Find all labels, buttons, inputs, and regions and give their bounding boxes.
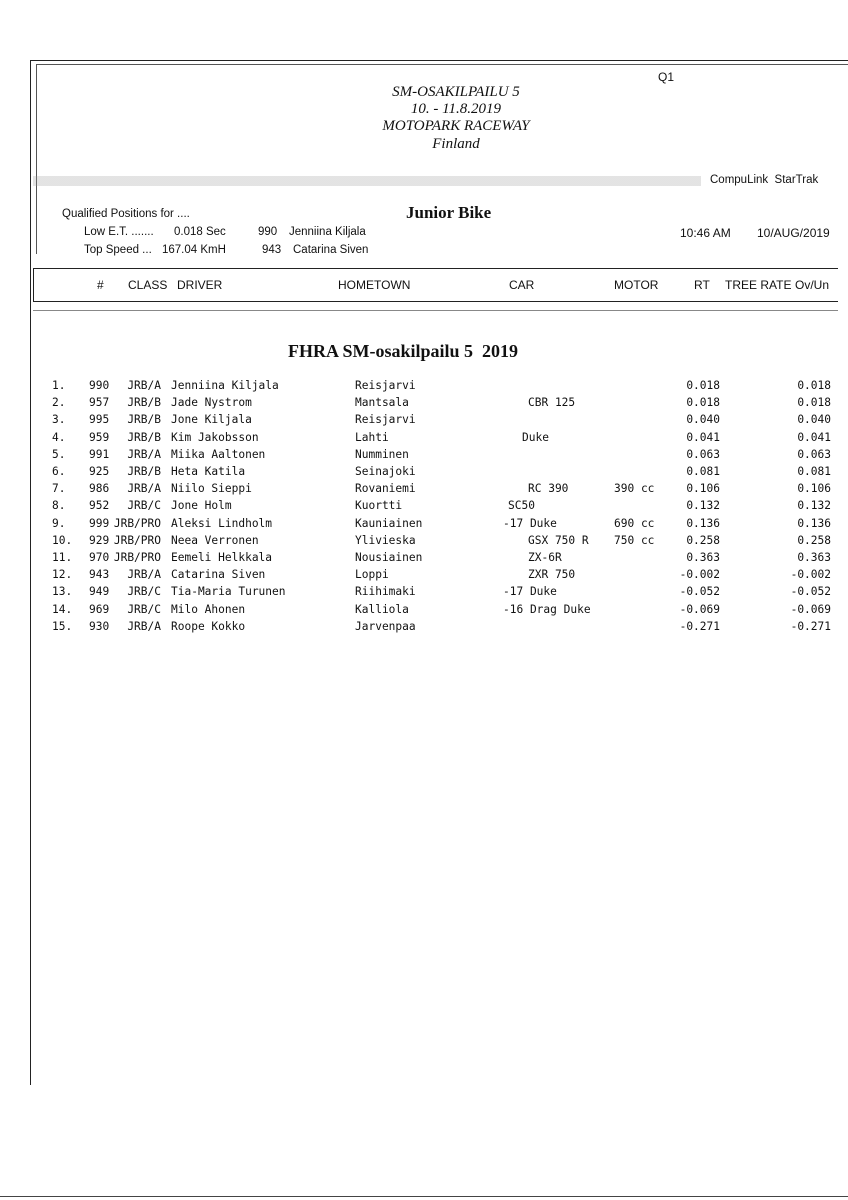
row-number: 990 (89, 379, 110, 392)
col-tree-rate: TREE RATE (725, 278, 792, 292)
row-car: ZXR 750 (528, 568, 576, 582)
row-position: 4. (52, 430, 66, 444)
row-position: 6. (52, 465, 66, 478)
row-ov-un: 0.081 (797, 465, 831, 478)
row-ov-un: 0.041 (797, 430, 831, 444)
venue: MOTOPARK RACEWAY (382, 118, 530, 134)
row-class: JRB/A (127, 447, 161, 461)
row-position: 11. (52, 551, 73, 564)
row-ov-un: -0.271 (790, 619, 831, 633)
event-dates: 10. - 11.8.2019 (410, 101, 502, 117)
row-position: 14. (52, 602, 73, 616)
table-row (0, 465, 848, 482)
header-divider-top (33, 268, 838, 269)
row-position: 2. (52, 396, 66, 410)
table-row (0, 413, 848, 430)
row-ov-un: 0.363 (797, 551, 831, 564)
row-position: 7. (52, 482, 66, 496)
row-class: JRB/B (127, 430, 161, 444)
class-name: Junior Bike (406, 203, 492, 222)
row-car: -16 Drag Duke (503, 602, 591, 616)
row-number: 959 (89, 430, 110, 444)
row-hometown: Rovaniemi (355, 482, 416, 496)
row-rt: -0.069 (679, 602, 720, 616)
row-hometown: Reisjarvi (355, 413, 416, 427)
event-title: SM-OSAKILPAILU 5 (392, 84, 520, 100)
top-speed-value: 167.04 KmH (162, 244, 226, 256)
row-hometown: Numminen (355, 447, 409, 461)
table-row (0, 603, 848, 620)
row-driver: Roope Kokko (171, 619, 246, 633)
row-car: CBR 125 (528, 396, 576, 410)
row-position: 10. (52, 533, 73, 547)
row-number: 970 (89, 551, 110, 564)
country: Finland (432, 136, 480, 152)
row-ov-un: 0.040 (797, 413, 831, 427)
row-driver: Tia-Maria Turunen (171, 585, 286, 599)
row-class: JRB/B (127, 396, 161, 410)
row-class: JRB/PRO (113, 533, 161, 547)
low-et-number: 990 (258, 226, 278, 238)
col-hometown: HOMETOWN (338, 278, 411, 292)
col-ov-un: Ov/Un (795, 278, 830, 292)
table-row (0, 482, 848, 499)
row-rt: 0.132 (686, 499, 720, 513)
row-number: 929 (89, 533, 110, 547)
row-rt: 0.040 (686, 413, 720, 427)
row-hometown: Seinajoki (355, 465, 416, 478)
bottom-border (0, 1196, 848, 1197)
row-position: 13. (52, 585, 73, 599)
row-driver: Niilo Sieppi (171, 482, 252, 496)
row-rt: 0.258 (686, 533, 720, 547)
row-number: 930 (89, 619, 110, 633)
row-car: GSX 750 R (528, 533, 589, 547)
row-number: 969 (89, 602, 110, 616)
row-car: SC50 (508, 499, 535, 513)
row-rt: 0.063 (686, 447, 720, 461)
row-car: RC 390 (528, 482, 569, 496)
row-ov-un: 0.136 (797, 516, 831, 530)
row-number: 949 (89, 585, 110, 599)
low-et-label: Low E.T. ....... (84, 226, 154, 238)
row-driver: Miika Aaltonen (171, 447, 266, 461)
row-rt: 0.018 (686, 396, 720, 410)
header-left-rule (33, 268, 34, 302)
col-driver: DRIVER (177, 278, 223, 292)
row-car: -17 Duke (503, 516, 557, 530)
table-row (0, 517, 848, 534)
row-number: 999 (89, 516, 110, 530)
row-ov-un: 0.258 (797, 533, 831, 547)
row-hometown: Reisjarvi (355, 379, 416, 392)
row-car: -17 Duke (503, 585, 557, 599)
row-ov-un: -0.069 (790, 602, 831, 616)
row-class: JRB/C (127, 602, 161, 616)
row-ov-un: 0.063 (797, 447, 831, 461)
row-hometown: Kauniainen (355, 516, 423, 530)
col-class: CLASS (128, 278, 168, 292)
table-row (0, 534, 848, 551)
row-number: 986 (89, 482, 110, 496)
row-class: JRB/A (127, 482, 161, 496)
row-car: ZX-6R (528, 551, 562, 564)
table-row (0, 396, 848, 413)
row-driver: Jenniina Kiljala (171, 379, 279, 392)
col-num: # (97, 278, 104, 292)
row-driver: Jade Nystrom (171, 396, 252, 410)
row-driver: Eemeli Helkkala (171, 551, 273, 564)
row-driver: Neea Verronen (171, 533, 259, 547)
row-class: JRB/B (127, 413, 161, 427)
row-position: 9. (52, 516, 66, 530)
row-class: JRB/A (127, 568, 161, 582)
table-row (0, 620, 848, 637)
row-hometown: Kalliola (355, 602, 409, 616)
col-rt: RT (694, 278, 710, 292)
row-rt: 0.018 (686, 379, 720, 392)
row-driver: Aleksi Lindholm (171, 516, 273, 530)
row-car: Duke (522, 430, 549, 444)
section-divider (33, 310, 838, 311)
row-driver: Catarina Siven (171, 568, 266, 582)
row-hometown: Lahti (355, 430, 389, 444)
top-speed-driver: Catarina Siven (293, 244, 369, 256)
row-rt: -0.002 (679, 568, 720, 582)
row-hometown: Kuortti (355, 499, 403, 513)
table-row (0, 585, 848, 602)
row-class: JRB/A (127, 379, 161, 392)
row-ov-un: -0.002 (790, 568, 831, 582)
row-motor: 390 cc (614, 482, 655, 496)
row-rt: -0.052 (679, 585, 720, 599)
row-hometown: Mantsala (355, 396, 409, 410)
system-name: CompuLink StarTrak (710, 174, 819, 186)
low-et-value: 0.018 Sec (174, 226, 226, 238)
col-motor: MOTOR (614, 278, 659, 292)
row-motor: 690 cc (614, 516, 655, 530)
row-position: 8. (52, 499, 66, 513)
row-rt: 0.106 (686, 482, 720, 496)
row-hometown: Nousiainen (355, 551, 423, 564)
low-et-driver: Jenniina Kiljala (289, 226, 366, 238)
row-position: 3. (52, 413, 66, 427)
row-ov-un: -0.052 (790, 585, 831, 599)
row-ov-un: 0.018 (797, 396, 831, 410)
row-number: 957 (89, 396, 110, 410)
row-driver: Jone Kiljala (171, 413, 252, 427)
top-speed-number: 943 (262, 244, 282, 256)
row-rt: 0.041 (686, 430, 720, 444)
row-rt: 0.081 (686, 465, 720, 478)
row-class: JRB/PRO (113, 516, 161, 530)
row-class: JRB/A (127, 619, 161, 633)
row-position: 5. (52, 447, 66, 461)
row-driver: Jone Holm (171, 499, 232, 513)
section-title: FHRA SM-osakilpailu 5 2019 (288, 341, 519, 361)
top-speed-label: Top Speed ... (84, 244, 152, 256)
row-hometown: Jarvenpaa (355, 619, 416, 633)
row-class: JRB/C (127, 499, 161, 513)
row-position: 15. (52, 619, 73, 633)
row-number: 943 (89, 568, 110, 582)
row-motor: 750 cc (614, 533, 655, 547)
table-row (0, 448, 848, 465)
row-number: 995 (89, 413, 110, 427)
table-row (0, 551, 848, 568)
page-id: Q1 (658, 70, 675, 84)
top-border-inner (36, 64, 848, 65)
table-row (0, 431, 848, 448)
table-row (0, 568, 848, 585)
row-driver: Heta Katila (171, 465, 246, 478)
row-driver: Milo Ahonen (171, 602, 246, 616)
row-rt: 0.363 (686, 551, 720, 564)
col-car: CAR (509, 278, 535, 292)
row-class: JRB/PRO (113, 551, 161, 564)
row-driver: Kim Jakobsson (171, 430, 259, 444)
row-ov-un: 0.106 (797, 482, 831, 496)
top-border (30, 60, 848, 61)
table-row (0, 499, 848, 516)
row-hometown: Ylivieska (355, 533, 416, 547)
row-position: 12. (52, 568, 73, 582)
row-rt: 0.136 (686, 516, 720, 530)
row-hometown: Loppi (355, 568, 389, 582)
row-number: 952 (89, 499, 110, 513)
row-ov-un: 0.132 (797, 499, 831, 513)
row-rt: -0.271 (679, 619, 720, 633)
report-date: 10/AUG/2019 (757, 226, 830, 240)
dotted-band (33, 176, 701, 186)
row-number: 925 (89, 465, 110, 478)
table-row (0, 379, 848, 396)
row-class: JRB/C (127, 585, 161, 599)
qualified-label: Qualified Positions for .... (62, 208, 190, 220)
row-ov-un: 0.018 (797, 379, 831, 392)
header-divider-bottom (33, 301, 838, 302)
row-hometown: Riihimaki (355, 585, 416, 599)
row-position: 1. (52, 379, 66, 392)
report-time: 10:46 AM (680, 226, 731, 240)
row-class: JRB/B (127, 465, 161, 478)
row-number: 991 (89, 447, 110, 461)
